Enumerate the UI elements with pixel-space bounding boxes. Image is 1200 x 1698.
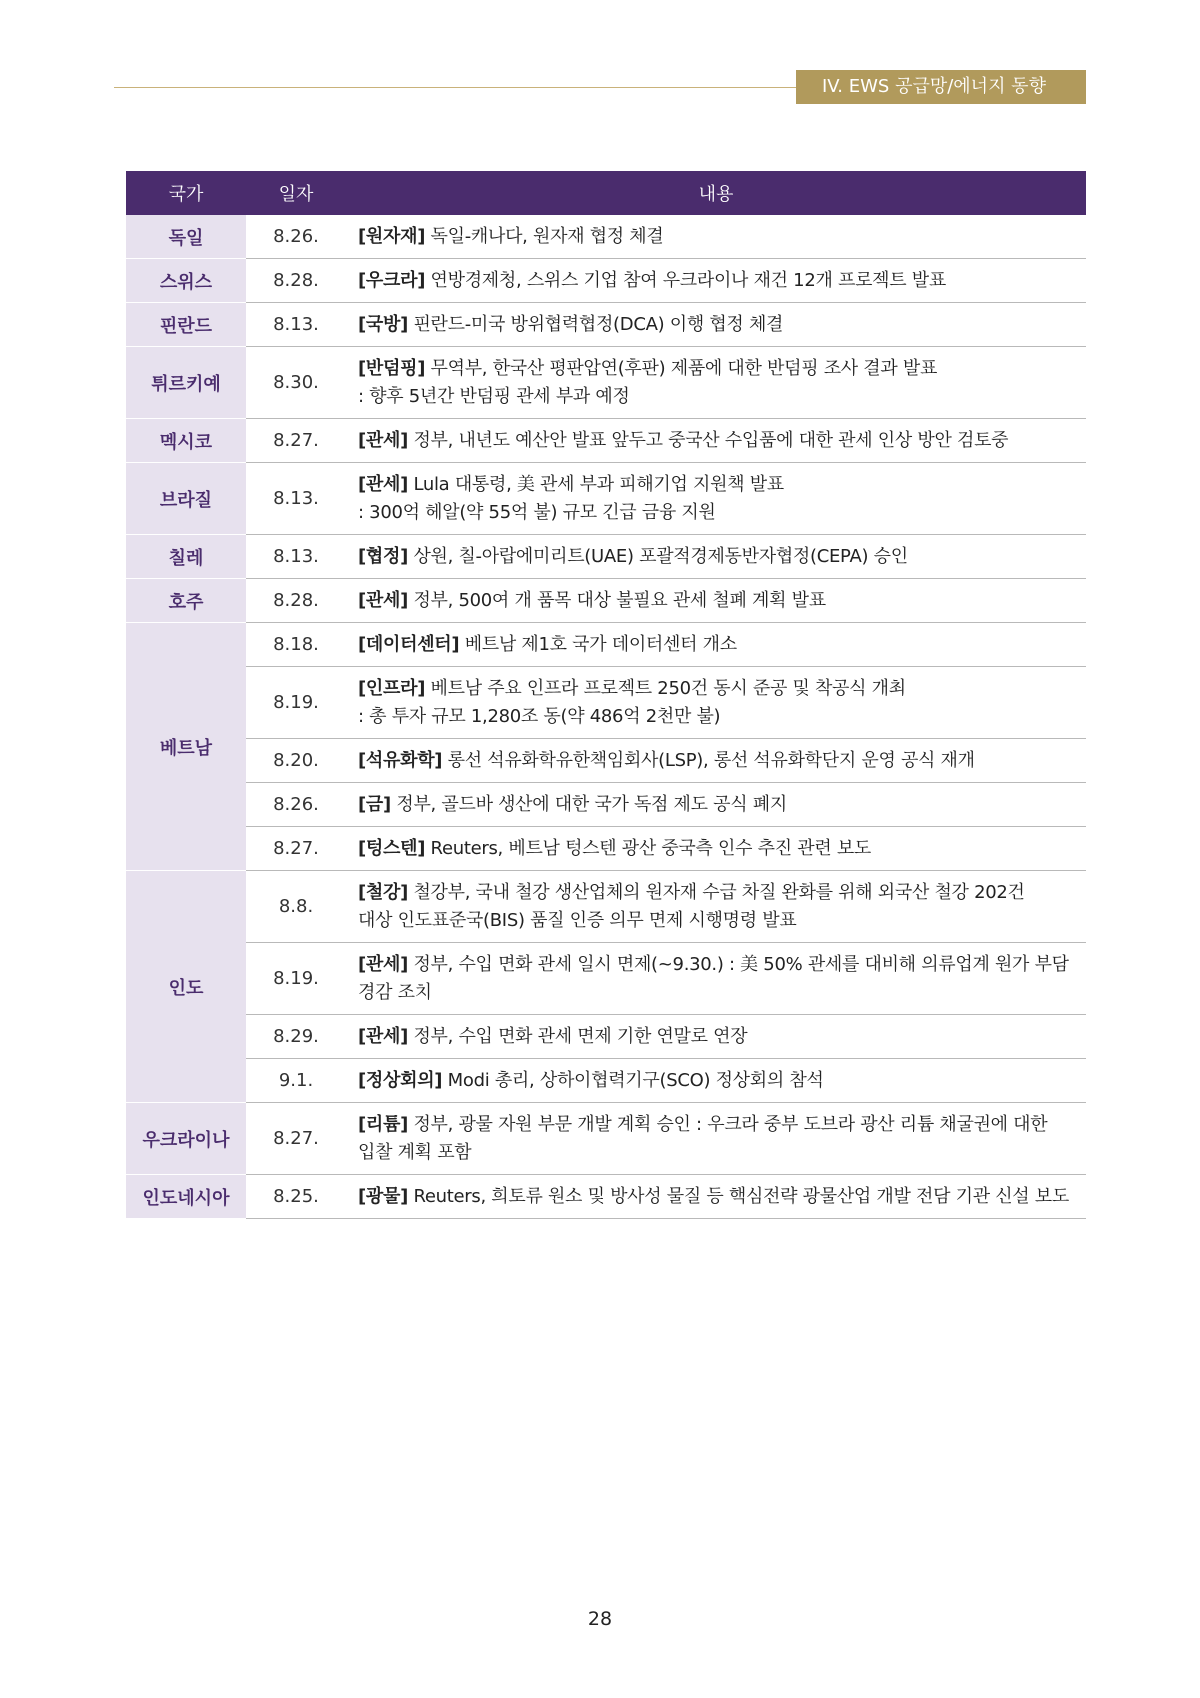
content-cell xyxy=(346,535,1086,579)
table-row xyxy=(126,579,1086,623)
content-cell xyxy=(346,1059,1086,1103)
category-tag: [인프라] xyxy=(358,678,426,699)
category-tag: [관세] xyxy=(358,590,409,611)
category-tag: [국방] xyxy=(358,314,409,335)
table-row xyxy=(126,827,1086,871)
content-text-line2: : 총 투자 규모 1,280조 동(약 486억 2천만 불) xyxy=(358,706,721,727)
content-text: 정부, 골드바 생산에 대한 국가 독점 제도 공식 폐지 xyxy=(390,794,787,815)
date-cell: 8.27. xyxy=(246,1103,346,1175)
date-cell: 8.8. xyxy=(246,871,346,943)
page-number: 28 xyxy=(587,1608,613,1630)
content-cell xyxy=(346,739,1086,783)
content-text: 정부, 광물 자원 부문 개발 계획 승인 : 우크라 중부 도브라 광산 리튬 채굴권에 대한 xyxy=(408,1114,1048,1135)
content-text: Reuters, 베트남 텅스텐 광산 중국측 인수 추진 관련 보도 xyxy=(425,838,872,859)
content-text-line2: 대상 인도표준국(BIS) 품질 인증 의무 면제 시행명령 발표 xyxy=(358,910,797,931)
table-row xyxy=(126,419,1086,463)
content-cell xyxy=(346,347,1086,419)
table-header-row xyxy=(126,171,1086,215)
table-row xyxy=(126,259,1086,303)
table-row xyxy=(126,783,1086,827)
category-tag: [광물] xyxy=(358,1186,409,1207)
category-tag: [관세] xyxy=(358,474,409,495)
country-cell: 우크라이나 xyxy=(126,1103,246,1175)
date-cell: 8.18. xyxy=(246,623,346,667)
content-text: Reuters, 희토류 원소 및 방사성 물질 등 핵심전략 광물산업 개발 전담 기관 신설 보도 xyxy=(408,1186,1069,1207)
date-cell: 8.29. xyxy=(246,1015,346,1059)
table-row xyxy=(126,871,1086,943)
country-cell: 멕시코 xyxy=(126,419,246,463)
table-row xyxy=(126,1015,1086,1059)
content-cell xyxy=(346,303,1086,347)
country-cell: 스위스 xyxy=(126,259,246,303)
header-country: 국가 xyxy=(126,171,246,215)
content-text: 베트남 주요 인프라 프로젝트 250건 동시 준공 및 착공식 개최 xyxy=(425,678,906,699)
category-tag: [우크라] xyxy=(358,270,426,291)
header-content: 내용 xyxy=(346,171,1086,215)
category-tag: [데이터센터] xyxy=(358,634,460,655)
content-text: Lula 대통령, 美 관세 부과 피해기업 지원책 발표 xyxy=(408,474,784,495)
date-cell: 8.20. xyxy=(246,739,346,783)
date-cell: 8.30. xyxy=(246,347,346,419)
date-cell: 8.27. xyxy=(246,827,346,871)
table-row xyxy=(126,667,1086,739)
content-text: 정부, 내년도 예산안 발표 앞두고 중국산 수입품에 대한 관세 인상 방안 검토중 xyxy=(408,430,1009,451)
date-cell: 8.26. xyxy=(246,783,346,827)
category-tag: [리튬] xyxy=(358,1114,409,1135)
category-tag: [관세] xyxy=(358,954,409,975)
category-tag: [관세] xyxy=(358,1026,409,1047)
date-cell: 8.27. xyxy=(246,419,346,463)
header-rule xyxy=(114,87,802,88)
content-cell xyxy=(346,1103,1086,1175)
table-row xyxy=(126,739,1086,783)
content-text-line2: : 향후 5년간 반덤핑 관세 부과 예정 xyxy=(358,386,630,407)
content-cell xyxy=(346,1175,1086,1219)
category-tag: [관세] xyxy=(358,430,409,451)
table-row xyxy=(126,215,1086,259)
category-tag: [석유화학] xyxy=(358,750,443,771)
content-text: 상원, 칠-아랍에미리트(UAE) 포괄적경제동반자협정(CEPA) 승인 xyxy=(408,546,908,567)
content-cell xyxy=(346,783,1086,827)
content-cell xyxy=(346,259,1086,303)
country-cell: 튀르키예 xyxy=(126,347,246,419)
country-cell: 호주 xyxy=(126,579,246,623)
category-tag: [금] xyxy=(358,794,391,815)
content-text: 무역부, 한국산 평판압연(후판) 제품에 대한 반덤핑 조사 결과 발표 xyxy=(425,358,938,379)
content-text-line2: 입찰 계획 포함 xyxy=(358,1142,472,1163)
date-cell: 8.26. xyxy=(246,215,346,259)
country-cell: 인도네시아 xyxy=(126,1175,246,1219)
date-cell: 8.19. xyxy=(246,667,346,739)
content-cell xyxy=(346,1015,1086,1059)
table-row xyxy=(126,347,1086,419)
table-row xyxy=(126,943,1086,1015)
date-cell: 8.13. xyxy=(246,303,346,347)
country-cell: 브라질 xyxy=(126,463,246,535)
events-table xyxy=(126,171,1086,1219)
category-tag: [철강] xyxy=(358,882,409,903)
content-text: 핀란드-미국 방위협력협정(DCA) 이행 협정 체결 xyxy=(408,314,784,335)
category-tag: [반덤핑] xyxy=(358,358,426,379)
table-row xyxy=(126,303,1086,347)
content-cell xyxy=(346,579,1086,623)
category-tag: [협정] xyxy=(358,546,409,567)
content-text: 독일-캐나다, 원자재 협정 체결 xyxy=(425,226,664,247)
content-cell xyxy=(346,419,1086,463)
content-text: 연방경제청, 스위스 기업 참여 우크라이나 재건 12개 프로젝트 발표 xyxy=(425,270,946,291)
content-text-line2: : 300억 헤알(약 55억 불) 규모 긴급 금융 지원 xyxy=(358,502,716,523)
content-cell xyxy=(346,827,1086,871)
country-cell: 인도 xyxy=(126,871,246,1103)
section-title: IV. EWS 공급망/에너지 동향 xyxy=(796,70,1086,104)
content-text: Modi 총리, 상하이협력기구(SCO) 정상회의 참석 xyxy=(442,1070,824,1091)
table-row xyxy=(126,623,1086,667)
country-cell: 핀란드 xyxy=(126,303,246,347)
date-cell: 8.19. xyxy=(246,943,346,1015)
country-cell: 칠레 xyxy=(126,535,246,579)
table-row xyxy=(126,535,1086,579)
date-cell: 8.28. xyxy=(246,579,346,623)
date-cell: 9.1. xyxy=(246,1059,346,1103)
table-row xyxy=(126,1175,1086,1219)
content-text: 정부, 수입 면화 관세 면제 기한 연말로 연장 xyxy=(408,1026,748,1047)
category-tag: [정상회의] xyxy=(358,1070,443,1091)
table-row xyxy=(126,463,1086,535)
date-cell: 8.13. xyxy=(246,463,346,535)
category-tag: [원자재] xyxy=(358,226,426,247)
country-cell: 독일 xyxy=(126,215,246,259)
content-cell xyxy=(346,943,1086,1015)
content-cell xyxy=(346,871,1086,943)
content-text: 정부, 500여 개 품목 대상 불필요 관세 철폐 계획 발표 xyxy=(408,590,826,611)
content-cell xyxy=(346,463,1086,535)
content-text: 롱선 석유화학유한책임회사(LSP), 롱선 석유화학단지 운영 공식 재개 xyxy=(442,750,975,771)
content-text: 철강부, 국내 철강 생산업체의 원자재 수급 차질 완화를 위해 외국산 철강 202건 xyxy=(408,882,1025,903)
content-cell xyxy=(346,215,1086,259)
category-tag: [텅스텐] xyxy=(358,838,426,859)
content-cell xyxy=(346,623,1086,667)
date-cell: 8.13. xyxy=(246,535,346,579)
content-text: 베트남 제1호 국가 데이터센터 개소 xyxy=(459,634,737,655)
header-date: 일자 xyxy=(246,171,346,215)
date-cell: 8.25. xyxy=(246,1175,346,1219)
content-cell xyxy=(346,667,1086,739)
content-text: 정부, 수입 면화 관세 일시 면제(~9.30.) : 美 50% 관세를 대비해 의류업계 원가 부담 xyxy=(408,954,1069,975)
country-cell: 베트남 xyxy=(126,623,246,871)
content-text-line2: 경감 조치 xyxy=(358,982,432,1003)
table-row xyxy=(126,1059,1086,1103)
table-row xyxy=(126,1103,1086,1175)
date-cell: 8.28. xyxy=(246,259,346,303)
